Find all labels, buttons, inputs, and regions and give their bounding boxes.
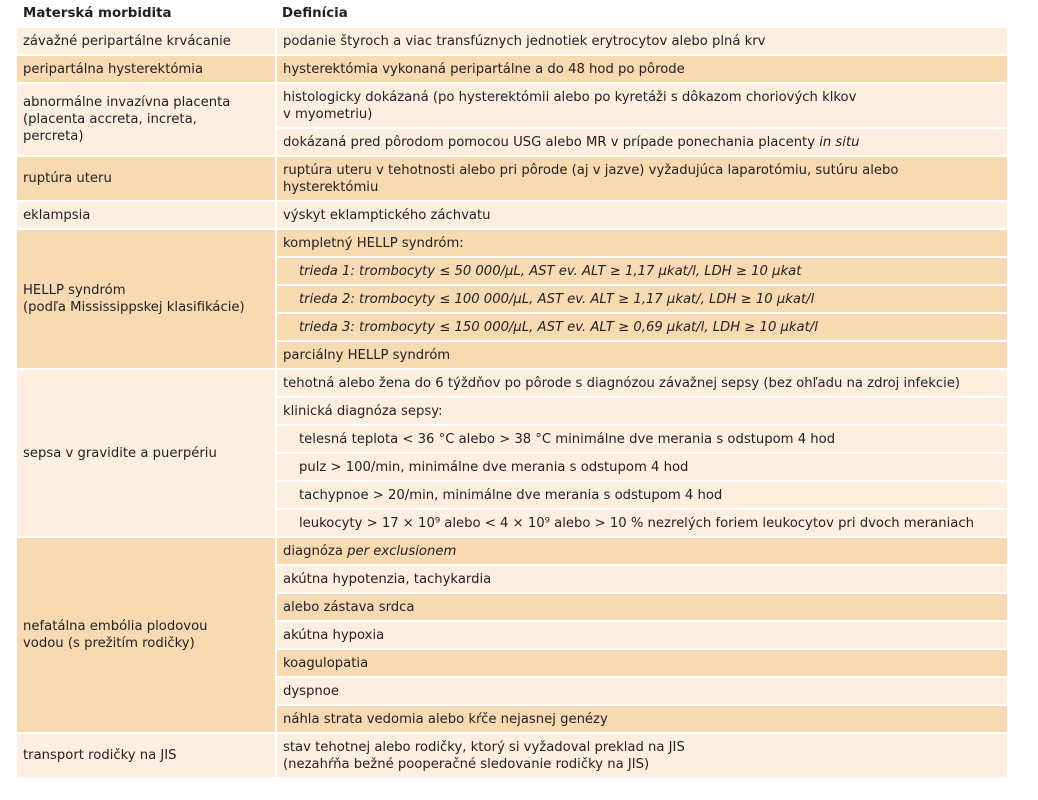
table-row bbox=[17, 369, 1007, 397]
definition-cell: dyspnoe bbox=[276, 677, 1007, 705]
morbidity-cell: sepsa v gravidite a puerpériu bbox=[17, 369, 276, 537]
definition-cell: telesná teplota < 36 °C alebo > 38 °C minimálne dve merania s odstupom 4 hod bbox=[276, 425, 1007, 453]
morbidity-line: vodou (s prežitím rodičky) bbox=[23, 636, 195, 651]
definition-cell: podanie štyroch a viac transfúznych jednotiek erytrocytov alebo plná krv bbox=[276, 27, 1007, 55]
morbidity-line: abnormálne invazívna placenta bbox=[23, 95, 231, 110]
definition-cell: kompletný HELLP syndróm: bbox=[276, 229, 1007, 257]
definition-line: (nezahŕňa bežné pooperačné sledovanie rodičky na JIS) bbox=[283, 756, 650, 772]
table-row bbox=[17, 83, 1007, 128]
definition-cell: trieda 3: trombocyty ≤ 150 000/μL, AST ev. ALT ≥ 0,69 μkat/l, LDH ≥ 10 μkat/l bbox=[276, 313, 1007, 341]
definition-line: v myometriu) bbox=[283, 106, 373, 122]
maternal-morbidity-table bbox=[17, 0, 1007, 779]
definition-line: ruptúra uteru v tehotnosti alebo pri pôrode (aj v jazve) vyžadujúca laparotómiu, sutúru alebo bbox=[283, 162, 899, 178]
definition-cell: koagulopatia bbox=[276, 649, 1007, 677]
definition-cell bbox=[276, 128, 1007, 156]
definition-cell bbox=[276, 83, 1007, 128]
morbidity-table-container bbox=[17, 0, 1007, 779]
morbidity-line: percreta) bbox=[23, 129, 84, 144]
definition-cell: alebo zástava srdca bbox=[276, 593, 1007, 621]
definition-cell: parciálny HELLP syndróm bbox=[276, 341, 1007, 369]
morbidity-line: (placenta accreta, increta, bbox=[23, 112, 197, 127]
table-row bbox=[17, 156, 1007, 201]
definition-cell: tachypnoe > 20/min, minimálne dve merania s odstupom 4 hod bbox=[276, 481, 1007, 509]
morbidity-cell: eklampsia bbox=[17, 201, 276, 229]
definition-cell: akútna hypotenzia, tachykardia bbox=[276, 565, 1007, 593]
morbidity-cell: transport rodičky na JIS bbox=[17, 733, 276, 778]
morbidity-cell: ruptúra uteru bbox=[17, 156, 276, 201]
definition-cell: výskyt eklamptického záchvatu bbox=[276, 201, 1007, 229]
definition-italic: per exclusionem bbox=[347, 543, 457, 559]
morbidity-cell bbox=[17, 229, 276, 369]
definition-text: diagnóza bbox=[283, 543, 348, 559]
table-header-row bbox=[17, 0, 1007, 27]
table-row bbox=[17, 733, 1007, 778]
table-row bbox=[17, 229, 1007, 257]
morbidity-line: (podľa Mississippskej klasifikácie) bbox=[23, 300, 245, 315]
definition-line: stav tehotnej alebo rodičky, ktorý si vyžadoval preklad na JIS bbox=[283, 739, 685, 755]
definition-cell: trieda 1: trombocyty ≤ 50 000/μL, AST ev. ALT ≥ 1,17 μkat/l, LDH ≥ 10 μkat bbox=[276, 257, 1007, 285]
header-definition: Definícia bbox=[276, 0, 1007, 27]
definition-cell bbox=[276, 537, 1007, 565]
definition-cell: leukocyty > 17 × 10⁹ alebo < 4 × 10⁹ alebo > 10 % nezrelých foriem leukocytov pri dvoch meraniach bbox=[276, 509, 1007, 537]
definition-cell bbox=[276, 156, 1007, 201]
definition-cell: hysterektómia vykonaná peripartálne a do 48 hod po pôrode bbox=[276, 55, 1007, 83]
morbidity-cell: závažné peripartálne krvácanie bbox=[17, 27, 276, 55]
table-row bbox=[17, 55, 1007, 83]
morbidity-cell bbox=[17, 83, 276, 156]
definition-cell: náhla strata vedomia alebo kŕče nejasnej genézy bbox=[276, 705, 1007, 733]
morbidity-cell bbox=[17, 537, 276, 733]
table-row bbox=[17, 201, 1007, 229]
definition-italic: in situ bbox=[819, 134, 860, 150]
definition-cell: pulz > 100/min, minimálne dve merania s odstupom 4 hod bbox=[276, 453, 1007, 481]
morbidity-line: HELLP syndróm bbox=[23, 283, 126, 298]
definition-cell: tehotná alebo žena do 6 týždňov po pôrode s diagnózou závažnej sepsy (bez ohľadu na zdroj infekcie) bbox=[276, 369, 1007, 397]
definition-cell bbox=[276, 733, 1007, 778]
morbidity-line: nefatálna embólia plodovou bbox=[23, 619, 208, 634]
definition-cell: klinická diagnóza sepsy: bbox=[276, 397, 1007, 425]
definition-cell: trieda 2: trombocyty ≤ 100 000/μL, AST ev. ALT ≥ 1,17 μkat/, LDH ≥ 10 μkat/l bbox=[276, 285, 1007, 313]
table-row bbox=[17, 27, 1007, 55]
definition-text: dokázaná pred pôrodom pomocou USG alebo MR v prípade ponechania placenty bbox=[283, 134, 820, 150]
definition-line: hysterektómiu bbox=[283, 179, 379, 195]
table-row bbox=[17, 537, 1007, 565]
definition-line: histologicky dokázaná (po hysterektómii alebo po kyretáži s dôkazom choriových klkov bbox=[283, 89, 857, 105]
morbidity-cell: peripartálna hysterektómia bbox=[17, 55, 276, 83]
header-morbidity: Materská morbidita bbox=[17, 0, 276, 27]
definition-cell: akútna hypoxia bbox=[276, 621, 1007, 649]
